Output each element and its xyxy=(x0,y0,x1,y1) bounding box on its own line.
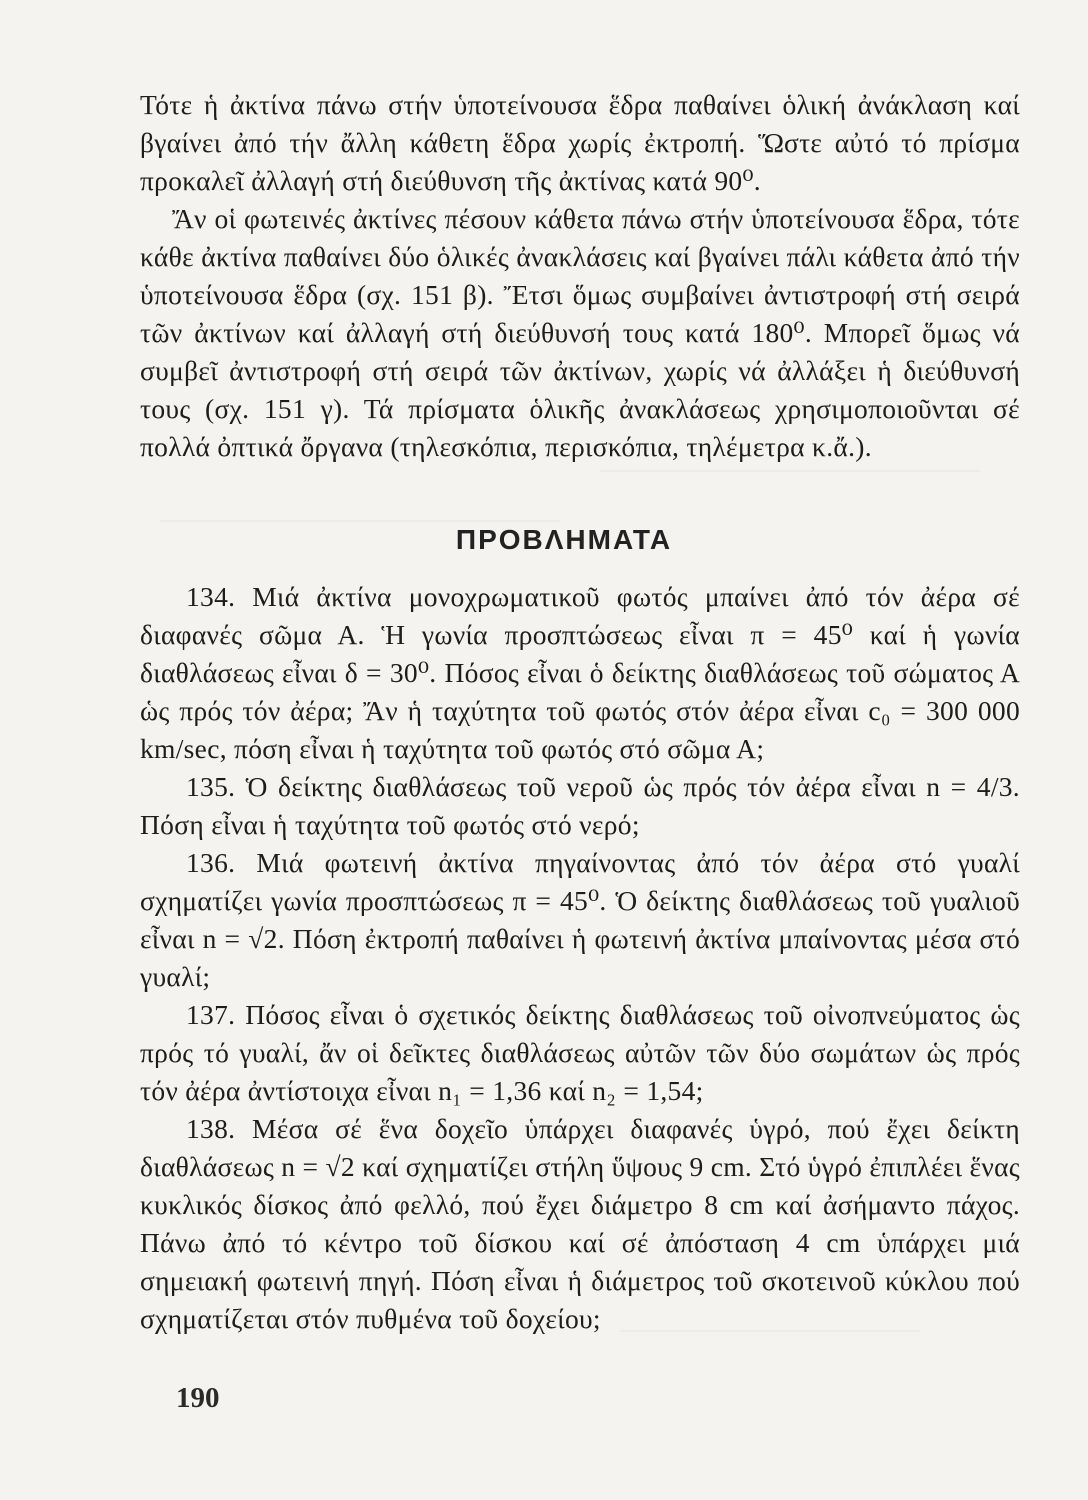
problem-137: 137. Πόσος εἶναι ὁ σχετικός δείκτης διαθλάσεως τοῦ οἰνοπνεύματος ὡς πρός τό γυαλί, ἄν οἱ δεῖκτες διαθλάσεως αὐτῶν τῶν δύο σωμάτων ὡς πρός τόν ἀέρα ἀντίστοιχα εἶναι n₁ = 1,36 καί n₂ = 1,54; xyxy=(140,999,1020,1106)
intro-paragraph: Τότε ἡ ἀκτίνα πάνω στήν ὑποτείνουσα ἕδρα παθαίνει ὁλική ἀνάκλαση καί βγαίνει ἀπό τήν ἄλλη κάθετη ἕδρα χωρίς ἐκτροπή. Ὥστε αὐτό τό πρίσμα προκαλεῖ ἀλλαγή στή διεύθυνση τῆς ἀκτίνας κατά 90⁰. xyxy=(140,89,1020,196)
bleed-through-line xyxy=(600,470,980,472)
problem-134: 134. Μιά ἀκτίνα μονοχρωματικοῦ φωτός μπαίνει ἀπό τόν ἀέρα σέ διαφανές σῶμα Α. Ἡ γωνία προσπτώσεως εἶναι π = 45⁰ καί ἡ γωνία διαθλάσεως εἶναι δ = 30⁰. Πόσος εἶναι ὁ δείκτης διαθλάσεως τοῦ σώματος Α ὡς πρός τόν ἀέρα; Ἄν ἡ ταχύτητα τοῦ φωτός στόν ἀέρα εἶναι c₀ = 300 000 km/sec, πόση εἶναι ἡ ταχύτητα τοῦ φωτός στό σῶμα Α; xyxy=(140,581,1020,764)
problem-136: 136. Μιά φωτεινή ἀκτίνα πηγαίνοντας ἀπό τόν ἀέρα στό γυαλί σχηματίζει γωνία προσπτώσεως π = 45⁰. Ὁ δείκτης διαθλάσεως τοῦ γυαλιοῦ εἶναι n = √2. Πόση ἐκτροπή παθαίνει ἡ φωτεινή ἀκτίνα μπαίνοντας μέσα στό γυαλί; xyxy=(140,847,1020,992)
problems-list xyxy=(140,578,1020,1338)
bleed-through-line xyxy=(160,520,560,522)
section-heading: ΠΡΟΒΛΗΜΑΤΑ xyxy=(455,524,673,555)
intro-paragraph: Ἄν οἱ φωτεινές ἀκτίνες πέσουν κάθετα πάνω στήν ὑποτείνουσα ἕδρα, τότε κάθε ἀκτίνα παθαίνει δύο ὁλικές ἀνακλάσεις καί βγαίνει πάλι κάθετα ἀπό τήν ὑποτείνουσα ἕδρα (σχ. 151 β). Ἔτσι ὅμως συμβαίνει ἀντιστροφή στή σειρά τῶν ἀκτίνων καί ἀλλαγή στή διεύθυνσή τους κατά 180⁰. Μπορεῖ ὅμως νά συμβεῖ ἀντιστροφή στή σειρά τῶν ἀκτίνων, χωρίς νά ἀλλάξει ἡ διεύθυνσή τους (σχ. 151 γ). Τά πρίσματα ὁλικῆς ἀνακλάσεως χρησιμοποιοῦνται σέ πολλά ὀπτικά ὄργανα (τηλεσκόπια, περισκόπια, τηλέμετρα κ.ἄ.). xyxy=(140,203,1020,462)
problem-135: 135. Ὁ δείκτης διαθλάσεως τοῦ νεροῦ ὡς πρός τόν ἀέρα εἶναι n = 4/3. Πόση εἶναι ἡ ταχύτητα τοῦ φωτός στό νερό; xyxy=(140,771,1020,840)
page-number: 190 xyxy=(176,1382,220,1414)
intro-text xyxy=(140,86,1020,466)
problem-138: 138. Μέσα σέ ἕνα δοχεῖο ὑπάρχει διαφανές ὑγρό, πού ἔχει δείκτη διαθλάσεως n = √2 καί σχηματίζει στήλη ὕψους 9 cm. Στό ὑγρό ἐπιπλέει ἕνας κυκλικός δίσκος ἀπό φελλό, πού ἔχει διάμετρο 8 cm καί ἀσήμαντο πάχος. Πάνω ἀπό τό κέντρο τοῦ δίσκου καί σέ ἀπόσταση 4 cm ὑπάρχει μιά σημειακή φωτεινή πηγή. Πόση εἶναι ἡ διάμετρος τοῦ σκοτεινοῦ κύκλου πού σχηματίζεται στόν πυθμένα τοῦ δοχείου; xyxy=(140,1113,1020,1334)
